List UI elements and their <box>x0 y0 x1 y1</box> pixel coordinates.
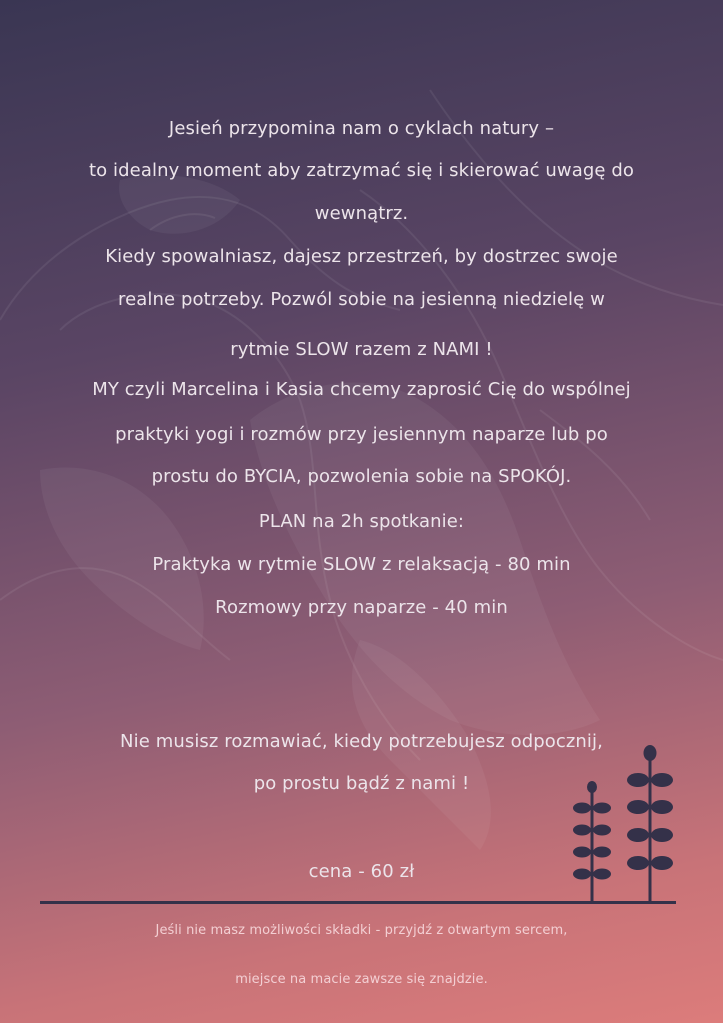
ground-line <box>40 901 676 904</box>
body-line-5: realne potrzeby. Pozwól sobie na jesienną niedzielę w <box>118 289 605 310</box>
body-line-2: to idealny moment aby zatrzymać się i skierować uwagę do <box>88 160 635 181</box>
plan-item-2: Rozmowy przy naparze - 40 min <box>215 597 508 618</box>
body-line-3: wewnątrz. <box>314 203 409 224</box>
closing-line-2: po prostu bądź z nami ! <box>253 773 470 794</box>
body-line-9: prostu do BYCIA, pozwolenia sobie na SPOKÓJ. <box>151 466 572 487</box>
body-line-7: MY czyli Marcelina i Kasia chcemy zaprosić Cię do wspólnej <box>92 379 631 400</box>
closing-line-1: Nie musisz rozmawiać, kiedy potrzebujesz odpocznij, <box>120 731 603 752</box>
plant-sprigs-icon <box>565 740 685 904</box>
footer-line-1: Jeśli nie masz możliwości składki - przyjdź z otwartym sercem, <box>155 923 568 938</box>
body-line-6: rytmie SLOW razem z NAMI ! <box>230 339 493 360</box>
plan-item-1: Praktyka w rytmie SLOW z relaksacją - 80 min <box>152 554 571 575</box>
footer-line-2: miejsce na macie zawsze się znajdzie. <box>235 972 488 987</box>
body-line-8: praktyki yogi i rozmów przy jesiennym naparze lub po <box>115 424 608 445</box>
price: cena - 60 zł <box>308 861 415 882</box>
body-line-4: Kiedy spowalniasz, dajesz przestrzeń, by dostrzec swoje <box>105 246 618 267</box>
body-line-1: Jesień przypomina nam o cyklach natury – <box>168 118 555 139</box>
plan-title: PLAN na 2h spotkanie: <box>258 511 465 532</box>
